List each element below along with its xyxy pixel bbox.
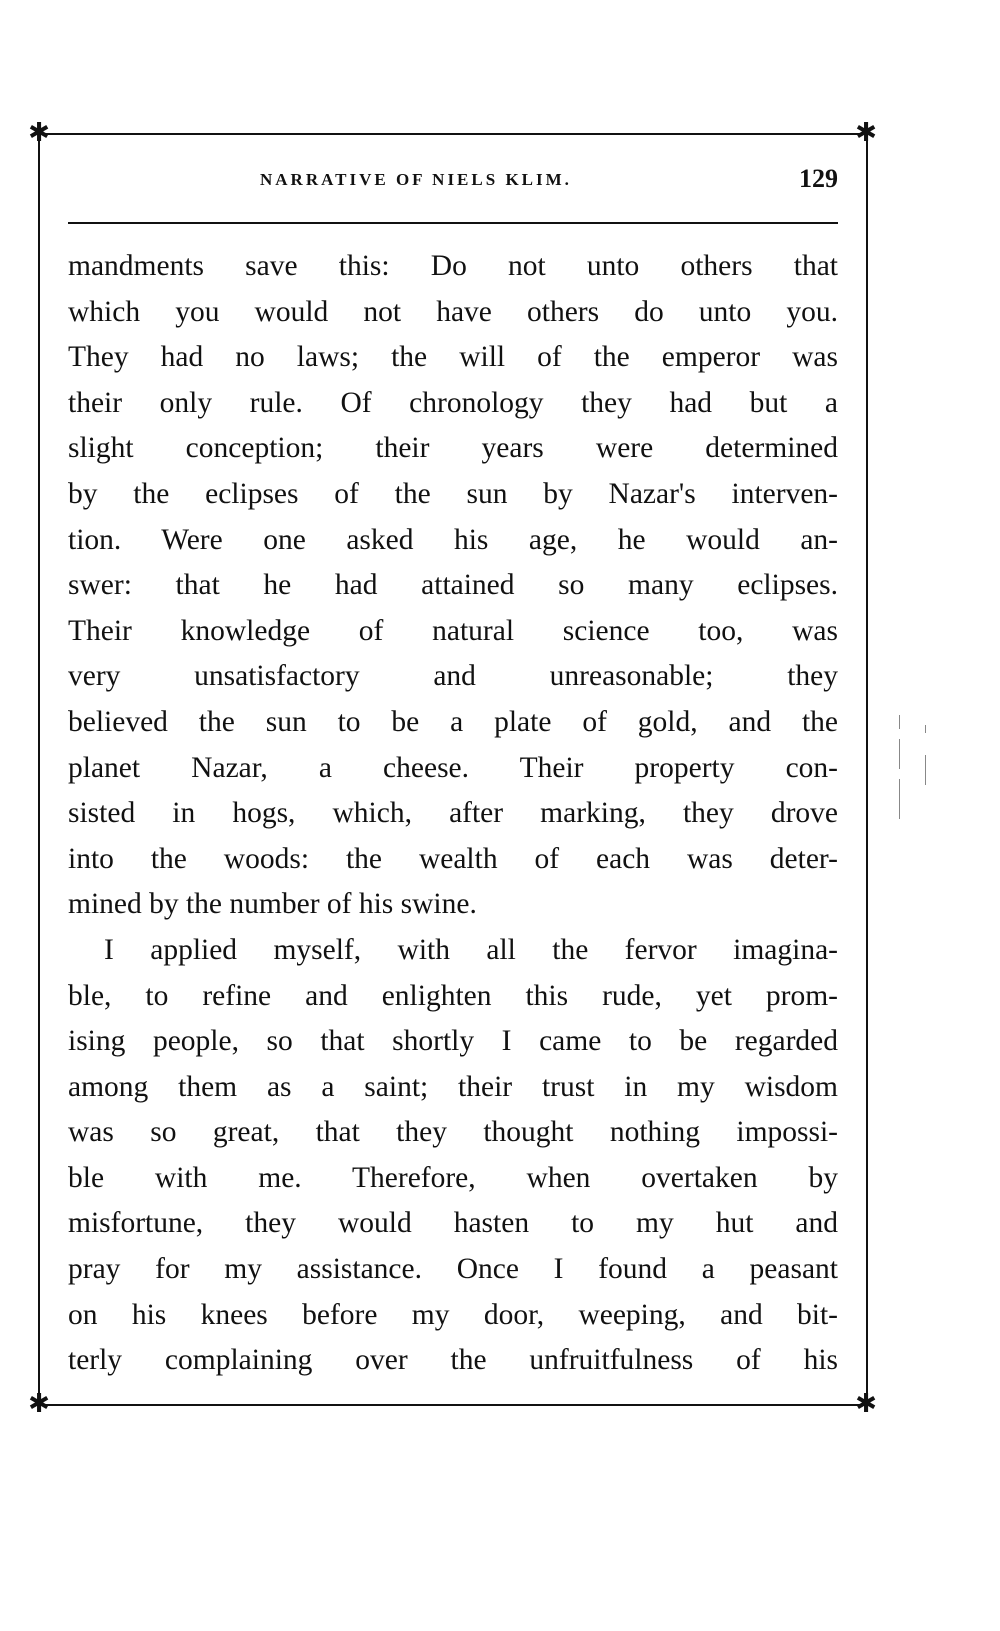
- text-line: mandments save this: Do not unto others that: [68, 250, 838, 282]
- text-line: I applied myself, with all the fervor imagina-: [104, 933, 838, 966]
- header-rule: [68, 222, 838, 224]
- frame-bottom-rule: [40, 1404, 866, 1406]
- corner-star-icon: ✱: [855, 118, 877, 148]
- text-line: sisted in hogs, which, after marking, they drove: [68, 797, 838, 830]
- text-line: ble with me. Therefore, when overtaken by: [68, 1161, 838, 1194]
- running-title: NARRATIVE OF NIELS KLIM.: [260, 170, 572, 189]
- text-line: into the woods: the wealth of each was deter-: [68, 842, 838, 875]
- corner-star-icon: ✱: [855, 1389, 877, 1419]
- text-line: slight conception; their years were determined: [68, 432, 838, 465]
- corner-star-icon: ✱: [28, 118, 50, 148]
- text-line: terly complaining over the unfruitfulness of his: [68, 1344, 838, 1377]
- body-text: [68, 244, 838, 1384]
- text-line: among them as a saint; their trust in my wisdom: [68, 1070, 838, 1103]
- text-line: by the eclipses of the sun by Nazar's interven-: [68, 477, 838, 510]
- text-line: Their knowledge of natural science too, was: [68, 614, 838, 647]
- text-line: tion. Were one asked his age, he would an-: [68, 523, 838, 556]
- text-line: ble, to refine and enlighten this rude, yet prom-: [68, 979, 838, 1012]
- text-line: was so great, that they thought nothing impossi-: [68, 1116, 838, 1149]
- text-line: misfortune, they would hasten to my hut and: [68, 1207, 838, 1240]
- text-line: believed the sun to be a plate of gold, and the: [68, 705, 838, 738]
- scan-edge-marks: [895, 715, 935, 825]
- text-line: their only rule. Of chronology they had but a: [68, 386, 838, 419]
- running-head: [68, 164, 838, 194]
- frame-left-rule: [38, 133, 40, 1404]
- text-line: mined by the number of his swine.: [68, 888, 477, 921]
- page-number: 129: [799, 164, 838, 193]
- text-line: planet Nazar, a cheese. Their property con-: [68, 751, 838, 784]
- text-line: ising people, so that shortly I came to be regarded: [68, 1025, 838, 1058]
- frame-right-rule: [866, 133, 868, 1404]
- text-line: very unsatisfactory and unreasonable; they: [68, 660, 838, 693]
- text-line: pray for my assistance. Once I found a peasant: [68, 1253, 838, 1286]
- corner-star-icon: ✱: [28, 1389, 50, 1419]
- text-line: on his knees before my door, weeping, and bit-: [68, 1298, 838, 1331]
- text-line: They had no laws; the will of the emperor was: [68, 341, 838, 374]
- text-line: swer: that he had attained so many eclipses.: [68, 569, 838, 602]
- frame-top-rule: [40, 133, 866, 135]
- text-line: which you would not have others do unto you.: [68, 295, 838, 328]
